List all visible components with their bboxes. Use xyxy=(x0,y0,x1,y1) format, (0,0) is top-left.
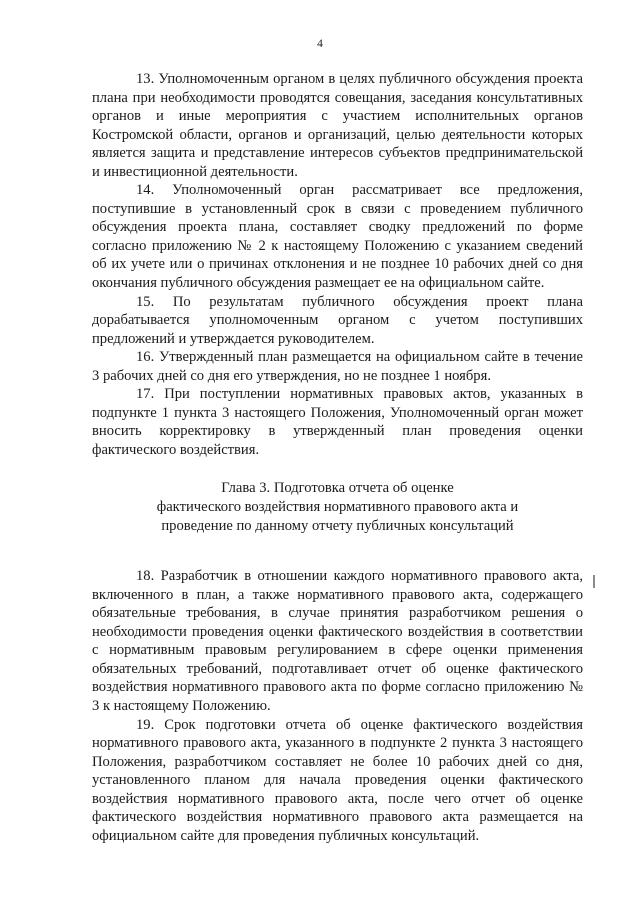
page-number: 4 xyxy=(317,38,323,50)
paragraph-13: 13. Уполномоченным органом в целях публичного обсуждения проекта плана при необходимости проводятся совещания, заседания консультативных органов и иные мероприятия с участием исполнительных органов Костромской области, органов и организаций, целью деятельности которых является защита и представление интересов субъектов предпринимательской и инвестиционной деятельности. xyxy=(92,71,583,180)
scan-mark xyxy=(593,575,595,588)
paragraph-16: 16. Утвержденный план размещается на официальном сайте в течение 3 рабочих дней со дня его утверждения, но не позднее 1 ноября. xyxy=(92,349,583,384)
paragraph-17: 17. При поступлении нормативных правовых актов, указанных в подпункте 1 пункта 3 настоящего Положения, Уполномоченный орган может вносить корректировку в утвержденный план проведения оценки фактического воздействия. xyxy=(92,386,583,458)
document-body xyxy=(92,70,583,845)
chapter-title-line-3: проведение по данному отчету публичных консультаций xyxy=(161,517,514,534)
chapter-title-line-1: Глава 3. Подготовка отчета об оценке xyxy=(221,480,454,497)
paragraph-18: 18. Разработчик в отношении каждого нормативного правового акта, включенного в план, а также нормативного правового акта, содержащего обязательные требования, в случае принятия разработчиком решения о необходимости проведения оценки фактического воздействия в соответствии с нормативным правовым регулированием в сфере оценки применения обязательных требований, подготавливает отчет об оценке фактического воздействия нормативного правового акта по форме согласно приложению № 3 к настоящему Положению. xyxy=(92,568,583,714)
paragraph-15: 15. По результатам публичного обсуждения проект плана дорабатывается уполномоченным органом с учетом поступивших предложений и утверждается руководителем. xyxy=(92,293,583,347)
paragraph-19: 19. Срок подготовки отчета об оценке фактического воздействия нормативного правового акта, указанного в подпункте 2 пункта 3 настоящего Положения, разработчиком составляет не более 10 рабочих дней со дня, установленного планом для начала проведения оценки фактического воздействия нормативного правового акта, после чего отчет об оценке фактического воздействия нормативного правового акта размещается на официальном сайте для проведения публичных консультаций. xyxy=(92,716,583,844)
section-spacer xyxy=(92,535,583,567)
paragraph-14: 14. Уполномоченный орган рассматривает все предложения, поступившие в установленный срок в связи с проведением публичного обсуждения проекта плана, составляет сводку предложений по форме согласно приложению № 2 к настоящему Положению с указанием сведений об их учете или о причинах отклонения и не позднее 10 рабочих дней со дня окончания публичного обсуждения размещает ее на официальном сайте. xyxy=(92,182,583,292)
chapter-title-line-2: фактического воздействия нормативного правового акта и xyxy=(156,499,519,516)
chapter-heading xyxy=(92,479,583,535)
